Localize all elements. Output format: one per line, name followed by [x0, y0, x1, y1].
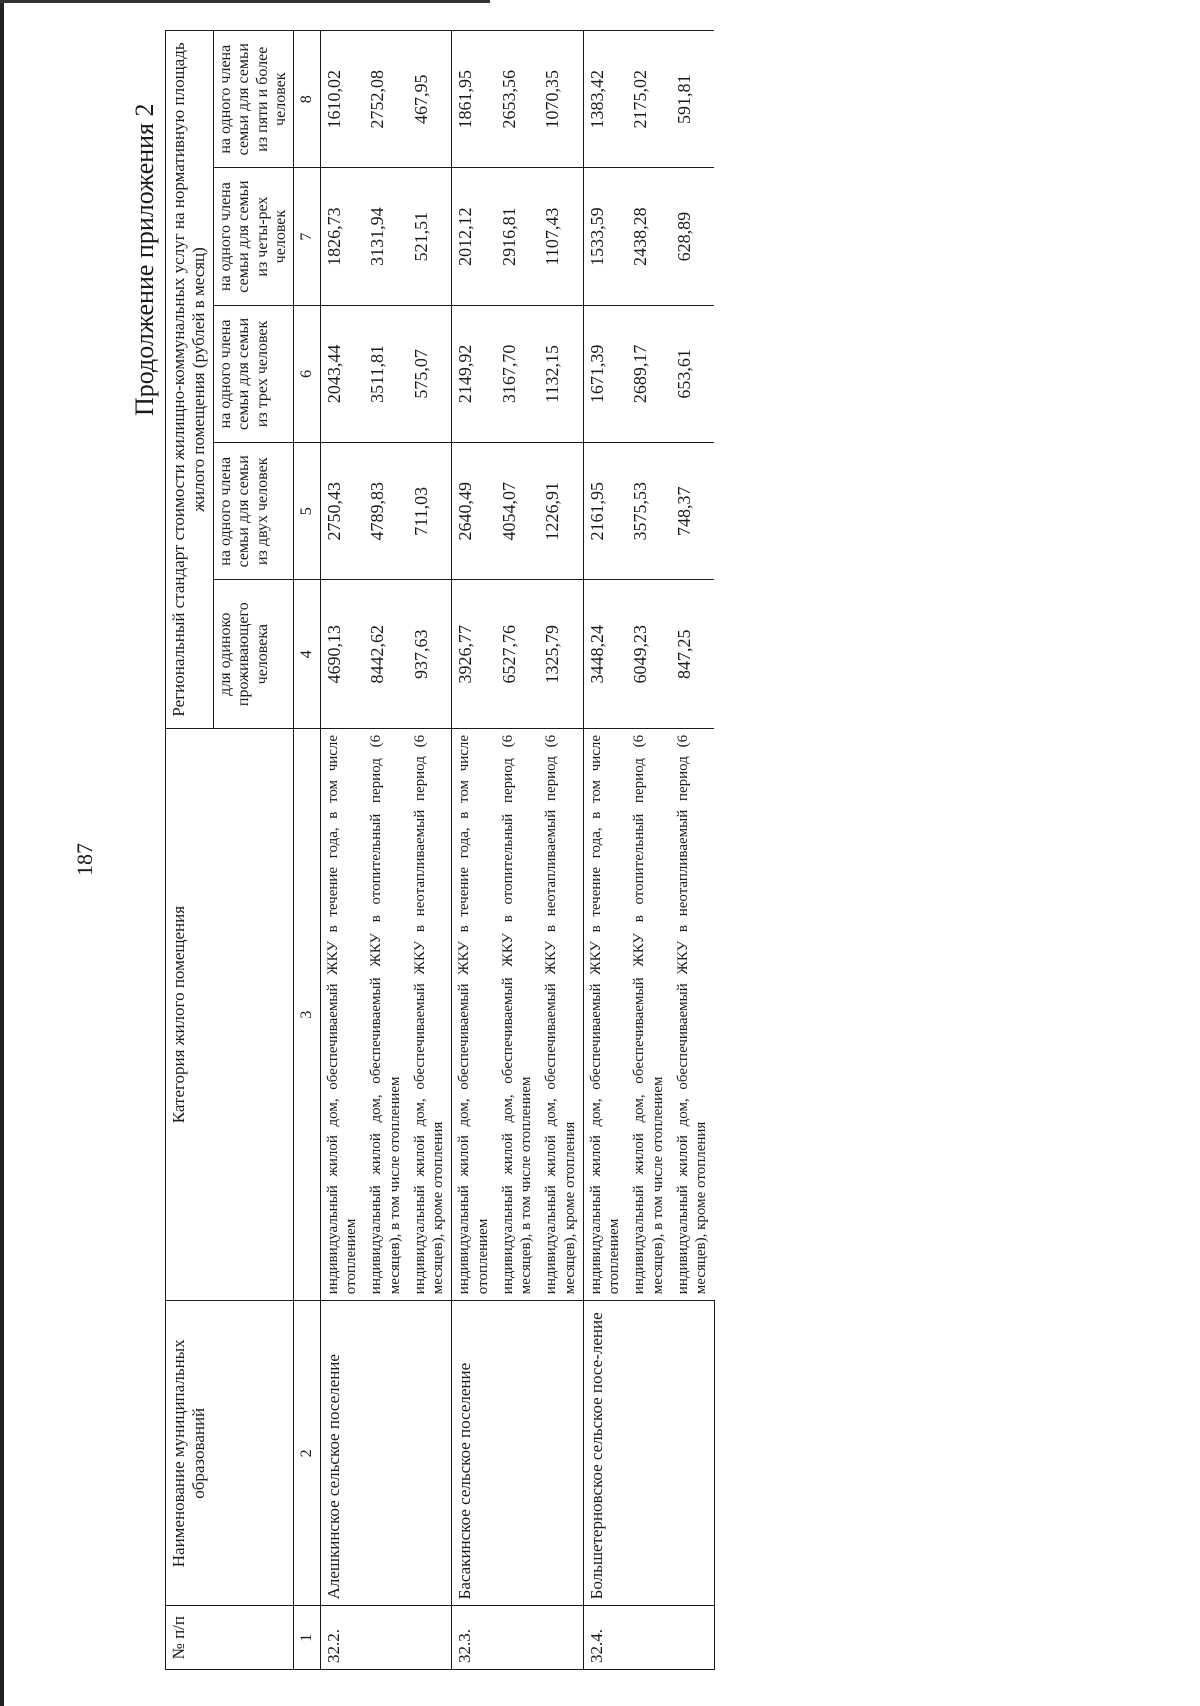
- page-number: 187: [72, 843, 97, 876]
- value-cell: 3131,94: [364, 168, 408, 305]
- value-cell: 2640,49: [452, 443, 496, 580]
- value-cell: 4789,83: [364, 443, 408, 580]
- value-cell: 2689,17: [627, 305, 671, 442]
- value-cell: 748,37: [671, 443, 715, 580]
- column-number: 1: [294, 1606, 320, 1670]
- value-cell: 3167,70: [496, 305, 540, 442]
- value-cell: 2175,02: [627, 31, 671, 168]
- column-number: 2: [294, 1301, 320, 1606]
- value-cell: 2916,81: [496, 168, 540, 305]
- value-cell: 1132,15: [539, 305, 583, 442]
- value-cell: 467,95: [408, 31, 452, 168]
- value-cell: 3575,53: [627, 443, 671, 580]
- header-no: № п/п: [166, 1606, 294, 1670]
- value-cell: 4690,13: [320, 580, 364, 728]
- value-cell: 3511,81: [364, 305, 408, 442]
- column-number: 5: [294, 443, 320, 580]
- column-number: 4: [294, 580, 320, 728]
- value-cell: 4054,07: [496, 443, 540, 580]
- category-cell: индивидуальный жилой дом, обеспечиваемый ЖКУ в неотапливаемый период (6 месяцев), кроме отопления: [671, 728, 715, 1300]
- header-col6: на одного члена семьи для семьи из трех человек: [213, 305, 294, 442]
- municipality-name: Большетерновское сельское посе-ление: [583, 1301, 714, 1606]
- value-cell: 2438,28: [627, 168, 671, 305]
- value-cell: 1671,39: [583, 305, 627, 442]
- category-cell: индивидуальный жилой дом, обеспечиваемый ЖКУ в отопительный период (6 месяцев), в том числе отоплением: [496, 728, 540, 1300]
- value-cell: 628,89: [671, 168, 715, 305]
- value-cell: 3448,24: [583, 580, 627, 728]
- value-cell: 575,07: [408, 305, 452, 442]
- column-number: 3: [294, 728, 320, 1300]
- row-number: 32.2.: [320, 1606, 452, 1670]
- header-name: Наименование муниципальных образований: [166, 1301, 294, 1606]
- row-number: 32.4.: [583, 1606, 714, 1670]
- category-cell: индивидуальный жилой дом, обеспечиваемый ЖКУ в неотапливаемый период (6 месяцев), кроме отопления: [539, 728, 583, 1300]
- value-cell: 1107,43: [539, 168, 583, 305]
- value-cell: 1383,42: [583, 31, 627, 168]
- category-cell: индивидуальный жилой дом, обеспечиваемый ЖКУ в течение года, в том числе отоплением: [452, 728, 496, 1300]
- value-cell: 2149,92: [452, 305, 496, 442]
- column-number-row: [294, 31, 320, 1670]
- value-cell: 6527,76: [496, 580, 540, 728]
- value-cell: 1610,02: [320, 31, 364, 168]
- value-cell: 1325,79: [539, 580, 583, 728]
- header-col8: на одного члена семьи для семьи из пяти и более человек: [213, 31, 294, 168]
- value-cell: 2012,12: [452, 168, 496, 305]
- standards-table: [165, 30, 715, 1670]
- value-cell: 711,03: [408, 443, 452, 580]
- header-standard-group: Региональный стандарт стоимости жилищно-коммунальных услуг на нормативную площадь жилого помещения (рублей в месяц): [166, 31, 214, 729]
- column-number: 7: [294, 168, 320, 305]
- value-cell: 937,63: [408, 580, 452, 728]
- value-cell: 6049,23: [627, 580, 671, 728]
- header-col4: для одиноко проживающего человека: [213, 580, 294, 728]
- municipality-name: Алешкинское сельское поселение: [320, 1301, 452, 1606]
- value-cell: 1226,91: [539, 443, 583, 580]
- value-cell: 2750,43: [320, 443, 364, 580]
- header-col7: на одного члена семьи для семьи из четы-рех человек: [213, 168, 294, 305]
- value-cell: 1861,95: [452, 31, 496, 168]
- value-cell: 2043,44: [320, 305, 364, 442]
- column-number: 8: [294, 31, 320, 168]
- municipality-name: Басакинское сельское поселение: [452, 1301, 584, 1606]
- header-category: Категория жилого помещения: [166, 728, 294, 1300]
- row-number: 32.3.: [452, 1606, 584, 1670]
- column-number: 6: [294, 305, 320, 442]
- value-cell: 3926,77: [452, 580, 496, 728]
- value-cell: 2653,56: [496, 31, 540, 168]
- category-cell: индивидуальный жилой дом, обеспечиваемый ЖКУ в неотапливаемый период (6 месяцев), кроме отопления: [408, 728, 452, 1300]
- table-row: [320, 31, 364, 1670]
- value-cell: 1826,73: [320, 168, 364, 305]
- value-cell: 8442,62: [364, 580, 408, 728]
- value-cell: 1533,59: [583, 168, 627, 305]
- value-cell: 2752,08: [364, 31, 408, 168]
- value-cell: 847,25: [671, 580, 715, 728]
- table-row: [583, 31, 627, 1670]
- category-cell: индивидуальный жилой дом, обеспечиваемый ЖКУ в течение года, в том числе отоплением: [583, 728, 627, 1300]
- value-cell: 1070,35: [539, 31, 583, 168]
- value-cell: 2161,95: [583, 443, 627, 580]
- header-col5: на одного члена семьи для семьи из двух человек: [213, 443, 294, 580]
- annex-title: Продолжение приложения 2: [130, 103, 159, 416]
- category-cell: индивидуальный жилой дом, обеспечиваемый ЖКУ в отопительный период (6 месяцев), в том числе отоплением: [364, 728, 408, 1300]
- category-cell: индивидуальный жилой дом, обеспечиваемый ЖКУ в отопительный период (6 месяцев), в том числе отоплением: [627, 728, 671, 1300]
- table-row: [452, 31, 496, 1670]
- value-cell: 653,61: [671, 305, 715, 442]
- category-cell: индивидуальный жилой дом, обеспечиваемый ЖКУ в течение года, в том числе отоплением: [320, 728, 364, 1300]
- value-cell: 591,81: [671, 31, 715, 168]
- value-cell: 521,51: [408, 168, 452, 305]
